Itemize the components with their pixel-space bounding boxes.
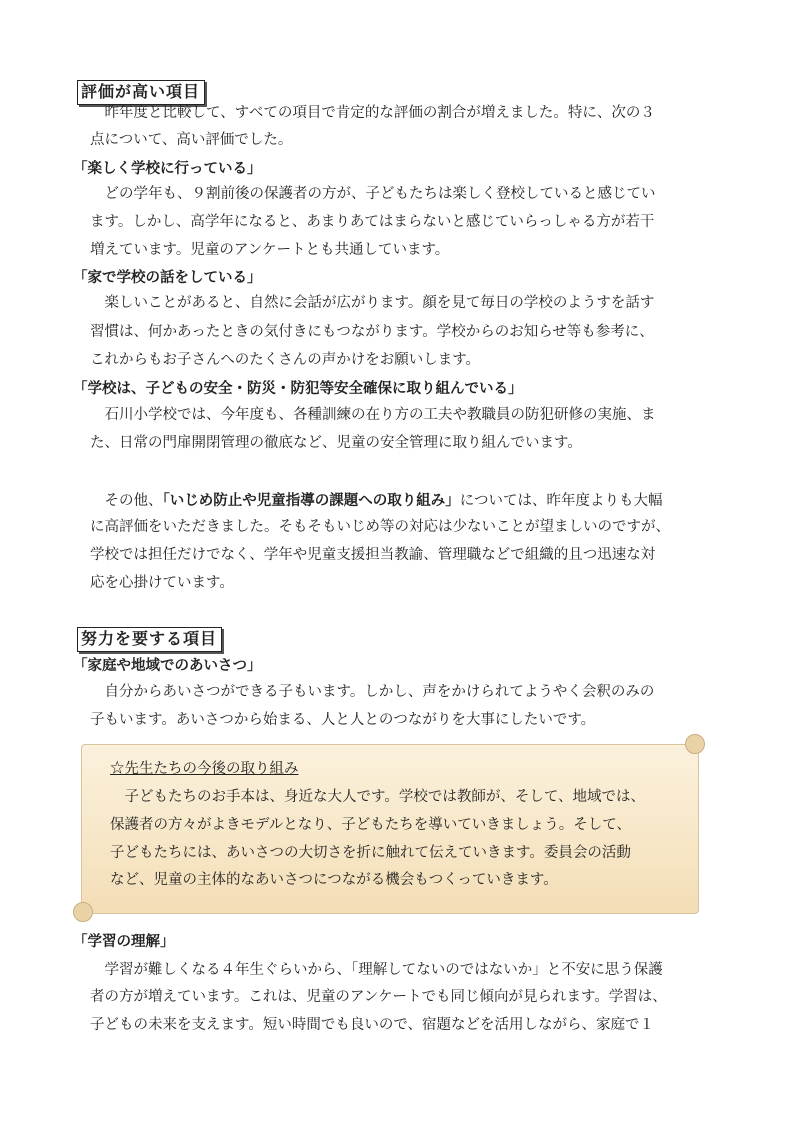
heading-study: 「学習の理解」 [73,934,175,950]
teacher-initiative-scroll [75,738,703,918]
section-title-effort: 努力を要する項目 [77,627,222,652]
other-line-3: 学校では担任だけでなく、学年や児童支援担当教諭、管理職などで組織的且つ迅速な対 [90,547,656,563]
section-title-high: 評価が高い項目 [77,80,205,105]
safety-line-2: た、日常の門扉開閉管理の徹底など、児童の安全管理に取り組んでいます。 [90,435,582,451]
scroll-line-2: 保護者の方々がよきモデルとなり、子どもたちを導いていきましょう。そして、 [110,817,631,833]
talk-line-2: 習慣は、何かあったときの気付きにもつながります。学校からのお知らせ等も参考に、 [90,324,654,340]
intro-line-2: 点について、高い評価でした。 [90,132,293,148]
greeting-line-1: 自分からあいさつができる子もいます。しかし、声をかけられてようやく会釈のみの [90,684,655,700]
safety-line-1: 石川小学校では、今年度も、各種訓練の在り方の工夫や教職員の防犯研修の実施、ま [90,407,656,423]
scroll-line-1: 子どもたちのお手本は、身近な大人です。学校では教師が、そして、地域では、 [110,789,646,805]
other-prefix: その他、 [90,493,163,509]
other-suffix: については、昨年度よりも大幅 [459,493,663,509]
study-line-2: 者の方が増えています。これは、児童のアンケートでも同じ傾向が見られます。学習は、 [90,989,667,1005]
study-line-1: 学習が難しくなる４年生ぐらいから、「理解してないのではないか」と不安に思う保護 [90,962,663,978]
heading-greeting: 「家庭や地域でのあいさつ」 [73,658,262,674]
scroll-curl-top [685,734,705,754]
talk-line-1: 楽しいことがあると、自然に会話が広がります。顔を見て毎日の学校のようすを話す [90,295,655,311]
greeting-line-2: 子もいます。あいさつから始まる、人と人とのつながりを大事にしたいです。 [90,712,596,728]
scroll-line-4: など、児童の主体的なあいさつにつながる機会もつくっていきます。 [110,872,558,888]
heading-safety: 「学校は、子どもの安全・防災・防犯等安全確保に取り組んでいる」 [73,381,523,397]
enjoy-line-1: どの学年も、９割前後の保護者の方が、子どもたちは楽しく登校していると感じてい [90,186,656,202]
intro-line-1: 昨年度と比較して、すべての項目で肯定的な評価の割合が増えました。特に、次の３ [90,105,655,121]
study-line-3: 子どもの未来を支えます。短い時間でも良いので、宿題などを活用しながら、家庭で１ [90,1017,655,1033]
other-line-4: 応を心掛けています。 [90,575,234,591]
other-line-1 [90,491,662,511]
enjoy-line-2: ます。しかし、高学年になると、あまりあてはまらないと感じていらっしゃる方が若干 [90,214,655,230]
talk-line-3: これからもお子さんへのたくさんの声かけをお願いします。 [90,352,481,368]
scroll-body [81,744,699,914]
other-highlight: 「いじめ防止や児童指導の課題への取り組み」 [162,493,460,509]
scroll-curl-bottom [73,902,93,922]
enjoy-line-3: 増えています。児童のアンケートとも共通しています。 [90,242,450,258]
heading-enjoy-school: 「楽しく学校に行っている」 [73,161,262,177]
other-line-2: に高評価をいただきました。そもそもいじめ等の対応は少ないことが望ましいのですが、 [90,519,670,535]
scroll-line-3: 子どもたちには、あいさつの大切さを折に触れて伝えていきます。委員会の活動 [110,845,631,861]
heading-talk-home: 「家で学校の話をしている」 [73,270,262,286]
scroll-title: ☆先生たちの今後の取り組み [110,761,299,777]
